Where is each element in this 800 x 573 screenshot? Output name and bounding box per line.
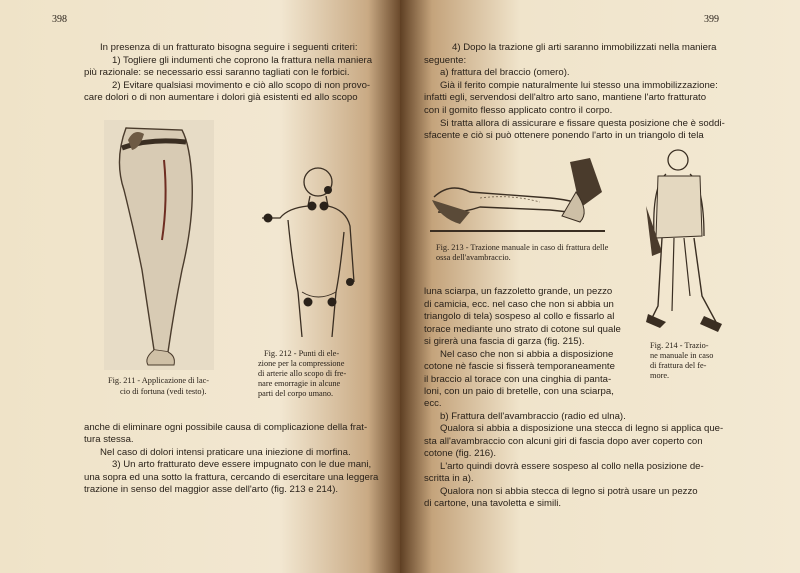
paragraph-line: Nel caso che non si abbia a disposizione [440, 349, 614, 360]
paragraph-line: Qualora non si abbia stecca di legno si potrà usare un pezzo [440, 486, 698, 497]
paragraph-line: sta all'avambraccio con alcuni giri di fascia dopo aver coperto con [424, 436, 703, 447]
figure-213-caption-line: ossa dell'avambraccio. [436, 253, 511, 262]
paragraph-line: 3) Un arto fratturato deve essere impugnato con le due mani, [112, 459, 372, 470]
paragraph-line: di cartone, una tavoletta e simili. [424, 498, 562, 509]
figure-214-femur-traction [638, 146, 728, 336]
page-number-left: 398 [52, 14, 67, 25]
paragraph-line: loni, con un paio di bretelle, con una sciarpa, [424, 386, 614, 397]
paragraph-line: infatti egli, servendosi dell'altro arto sano, mantiene l'arto fratturato [424, 92, 707, 103]
figure-214-caption-line: ne manuale in caso [650, 351, 714, 360]
paragraph-line: si girerà una fascia di garza (fig. 215). [424, 336, 585, 347]
paragraph-line: 4) Dopo la trazione gli arti saranno immobilizzati nella maniera [452, 42, 717, 53]
paragraph-line: più razionale: se necessario essi saranno tagliati con le forbici. [84, 67, 350, 78]
paragraph-line: b) Frattura dell'avambraccio (radio ed ulna). [440, 411, 626, 422]
paragraph-line: anche di eliminare ogni possibile causa di complicazione della frat- [84, 422, 368, 433]
paragraph-line: Qualora si abbia a disposizione una stecca di legno si applica que- [440, 423, 724, 434]
figure-212-caption-line: di arterie allo scopo di fre- [258, 369, 347, 378]
figure-212-pressure-points [258, 162, 368, 342]
paragraph-line: L'arto quindi dovrà essere sospeso al collo nella posizione de- [440, 461, 704, 472]
figure-213-forearm-traction [430, 152, 610, 237]
paragraph-line: torace mediante uno strato di cotone sul quale [424, 324, 621, 335]
figure-211-caption-line: Fig. 211 - Applicazione di lac- [108, 376, 210, 385]
paragraph-line: seguente: [424, 55, 467, 66]
paragraph-line: cotone (fig. 216). [424, 448, 496, 459]
figure-214-caption-line: more. [650, 371, 670, 380]
figure-212-caption-line: nare emorragie in alcune [258, 379, 341, 388]
paragraph-line: il braccio al torace con una cinghia di panta- [424, 374, 612, 385]
figure-212-caption-line: parti del corpo umano. [258, 389, 334, 398]
paragraph-line: 2) Evitare qualsiasi movimento e ciò allo scopo di non provo- [112, 80, 371, 91]
paragraph-line: cotone nè fascie si fisserà temporaneamente [424, 361, 615, 372]
paragraph-line: sfacente e ciò si può ottenere ponendo l'arto in un triangolo di tela [424, 130, 704, 141]
figure-213-caption-line: Fig. 213 - Trazione manuale in caso di frattura delle [436, 243, 609, 252]
page-number-right: 399 [704, 14, 719, 25]
figure-211-leg-tourniquet [104, 120, 214, 370]
paragraph-line: di camicia, ecc. nel caso che non si abbia un [424, 299, 614, 310]
paragraph-line: 1) Togliere gli indumenti che coprono la frattura nella maniera [112, 55, 373, 66]
paragraph-line: Già il ferito compie naturalmente lui stesso una immobilizzazione: [440, 80, 718, 91]
paragraph-line: con il gomito flesso applicato contro il corpo. [424, 105, 613, 116]
paragraph-line: Si tratta allora di assicurare e fissare questa posizione che è soddi- [440, 118, 725, 129]
figure-214-caption-line: di frattura del fe- [650, 361, 707, 370]
paragraph-line: a) frattura del braccio (omero). [440, 67, 570, 78]
right-page [400, 0, 800, 573]
figure-214-caption-line: Fig. 214 - Trazio- [650, 341, 709, 350]
paragraph-line: una sopra ed una sotto la frattura, cercando di esercitare una leggera [84, 472, 379, 483]
figure-211-caption-line: cio di fortuna (vedi testo). [120, 387, 207, 396]
paragraph-line: In presenza di un fratturato bisogna seguire i seguenti criteri: [100, 42, 358, 53]
paragraph-line: ecc. [424, 398, 442, 409]
paragraph-line: care dolori o di non aumentare i dolori già esistenti ed allo scopo [84, 92, 358, 103]
paragraph-line: tura stessa. [84, 434, 134, 445]
paragraph-line: scritta in a). [424, 473, 474, 484]
paragraph-line: Nel caso di dolori intensi praticare una iniezione di morfina. [100, 447, 351, 458]
figure-212-caption-line: Fig. 212 - Punti di ele- [264, 349, 340, 358]
figure-212-caption-line: zione per la compressione [258, 359, 345, 368]
paragraph-line: luna sciarpa, un fazzoletto grande, un pezzo [424, 286, 613, 297]
paragraph-line: trazione in senso del maggior asse dell'arto (fig. 213 e 214). [84, 484, 339, 495]
paragraph-line: triangolo di tela) sospeso al collo e fissarlo al [424, 311, 615, 322]
